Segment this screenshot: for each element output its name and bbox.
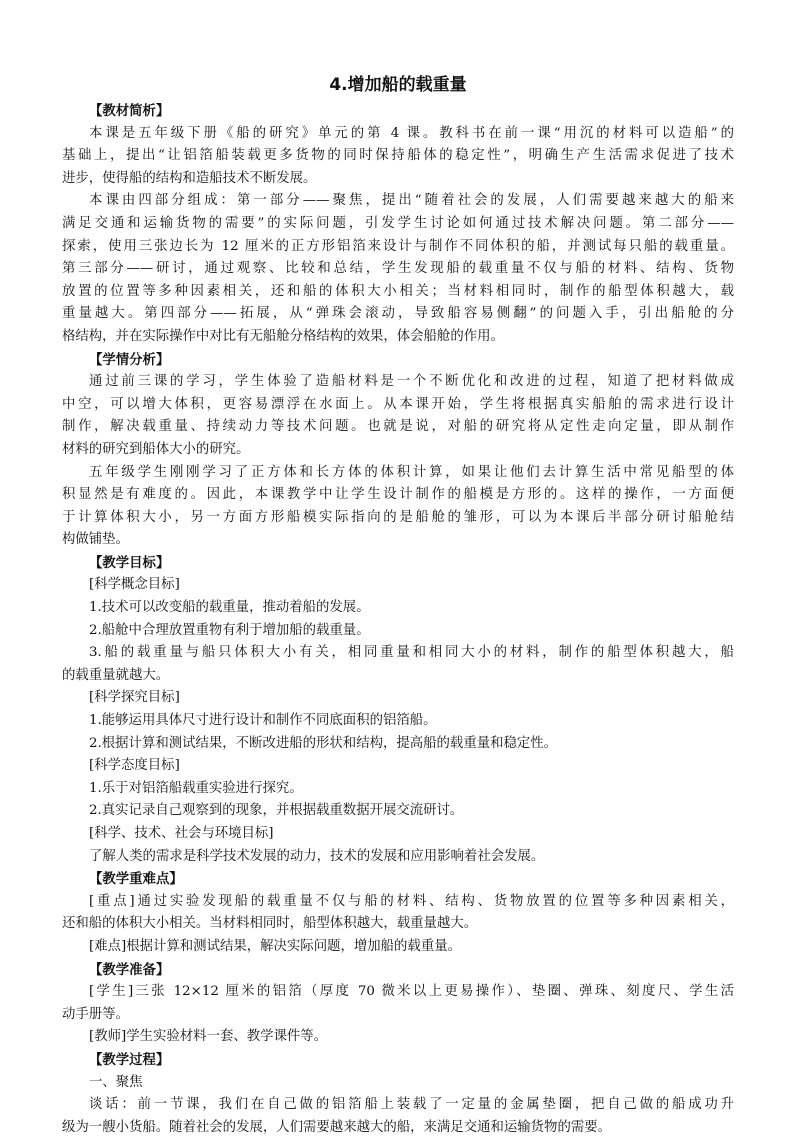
text-line: 了解人类的需求是科学技术发展的动力，技术的发展和应用影响着社会发展。 xyxy=(89,848,545,864)
text-line: [科学态度目标] xyxy=(89,758,180,774)
text-line: 的载重量就越大。 xyxy=(62,667,170,683)
text-line: 级为一艘小货船。随着社会的发展，人们需要越来越大的船，来满足交通和运输货物的需要。 xyxy=(62,1119,612,1135)
section-heading: 【学情分析】 xyxy=(89,351,170,368)
section-heading: 【教材简析】 xyxy=(89,103,170,119)
text-line: 五年级学生刚刚学习了正方体和长方体的体积计算，如果让他们去计算生活中常见船型的体 xyxy=(89,464,734,480)
text-line: 进步，使得船的结构和造船技术不断发展。 xyxy=(62,170,317,186)
text-line: 重量越大。第四部分——拓展，从“弹珠会滚动，导致船容易侧翻”的问题入手，引出船舱的分 xyxy=(62,306,734,322)
section-heading: 【教学目标】 xyxy=(89,554,170,571)
text-line: 第三部分——研讨，通过观察、比较和总结，学生发现船的载重量不仅与船的材料、结构、货物 xyxy=(62,261,734,277)
text-line: 本课由四部分组成：第一部分——聚焦，提出“随着社会的发展，人们需要越来越大的船来 xyxy=(89,193,734,209)
text-line: 格结构，并在实际操作中对比有无船舱分格结构的效果，体会船舱的作用。 xyxy=(62,328,504,344)
text-line: 通过前三课的学习，学生体验了造船材料是一个不断优化和改进的过程，知道了把材料做成 xyxy=(89,374,734,390)
text-line: 满足交通和运输货物的需要”的实际问题，引发学生讨论如何通过技术解决问题。第二部分—— xyxy=(62,215,734,231)
text-line: 中空，可以增大体积，更容易漂浮在水面上。从本课开始，学生将根据真实船舶的需求进行设计 xyxy=(62,396,734,412)
section-heading: 【教学准备】 xyxy=(89,961,170,978)
text-line: 一、聚焦 xyxy=(89,1074,143,1090)
text-line: [教师]学生实验材料一套、教学课件等。 xyxy=(89,1029,328,1045)
text-line: [重点]通过实验发现船的载重量不仅与船的材料、结构、货物放置的位置等多种因素相关， xyxy=(89,893,734,909)
text-line: 材料的研究到船体大小的研究。 xyxy=(62,441,250,457)
text-line: 还和船的体积大小相关。当材料相同时，船型体积越大，载重量越大。 xyxy=(62,916,478,932)
text-line: 1.乐于对铝箔船载重实验进行探究。 xyxy=(89,780,303,796)
text-line: 积显然是有难度的。因此，本课教学中让学生设计制作的船模是方形的。这样的操作，一方面便 xyxy=(62,487,734,503)
text-line: [学生]三张 12×12 厘米的铝箔（厚度 70 微米以上更易操作）、垫圈、弹珠、刻度尺、学生活 xyxy=(89,984,734,1000)
section-heading: 【教学重难点】 xyxy=(89,871,183,888)
text-line: 2.根据计算和测试结果，不断改进船的形状和结构，提高船的载重量和稳定性。 xyxy=(89,735,558,751)
document-page xyxy=(62,70,734,1139)
text-line: 2.船舱中合理放置重物有利于增加船的载重量。 xyxy=(89,622,370,638)
text-line: 2.真实记录自己观察到的现象，并根据载重数据开展交流研讨。 xyxy=(89,803,464,819)
text-line: 探索，使用三张边长为 12 厘米的正方形铝箔来设计与制作不同体积的船，并测试每只船的载重量。 xyxy=(62,238,734,254)
text-line: [科学概念目标] xyxy=(89,577,180,593)
text-line: 于计算体积大小，另一方面方形船模实际指向的是船舱的雏形，可以为本课后半部分研讨船舱结 xyxy=(62,509,734,525)
text-line: 谈话：前一节课，我们在自己做的铝箔船上装载了一定量的金属垫圈，把自己做的船成功升 xyxy=(89,1097,734,1113)
section-heading: 【教学过程】 xyxy=(89,1051,170,1068)
document-title: 4.增加船的载重量 xyxy=(329,75,467,95)
text-line: [难点]根据计算和测试结果，解决实际问题，增加船的载重量。 xyxy=(89,938,461,954)
text-line: 本课是五年级下册《船的研究》单元的第 4 课。教科书在前一课“用沉的材料可以造船”的 xyxy=(89,125,734,141)
document-body xyxy=(62,100,734,1139)
text-line: 3.船的载重量与船只体积大小有关，相同重量和相同大小的材料，制作的船型体积越大，船 xyxy=(89,645,734,661)
text-line: [科学探究目标] xyxy=(89,690,180,706)
text-line: 1.技术可以改变船的载重量，推动着船的发展。 xyxy=(89,600,370,616)
text-line: 动手册等。 xyxy=(62,1006,129,1022)
text-line: 制作，解决载重量、持续动力等技术问题。也就是说，对船的研究将从定性走向定量，即从制作 xyxy=(62,419,734,435)
text-line: 构做铺垫。 xyxy=(62,532,129,548)
text-line: 放置的位置等多种因素相关，还和船的体积大小相关；当材料相同时，制作的船型体积越大，载 xyxy=(62,283,734,299)
text-line: [科学、技术、社会与环境目标] xyxy=(89,826,274,841)
text-line: 基础上，提出“让铝箔船装载更多货物的同时保持船体的稳定性”，明确生产生活需求促进了技术 xyxy=(62,148,734,164)
text-line: 1.能够运用具体尺寸进行设计和制作不同底面积的铝箔船。 xyxy=(89,713,437,729)
